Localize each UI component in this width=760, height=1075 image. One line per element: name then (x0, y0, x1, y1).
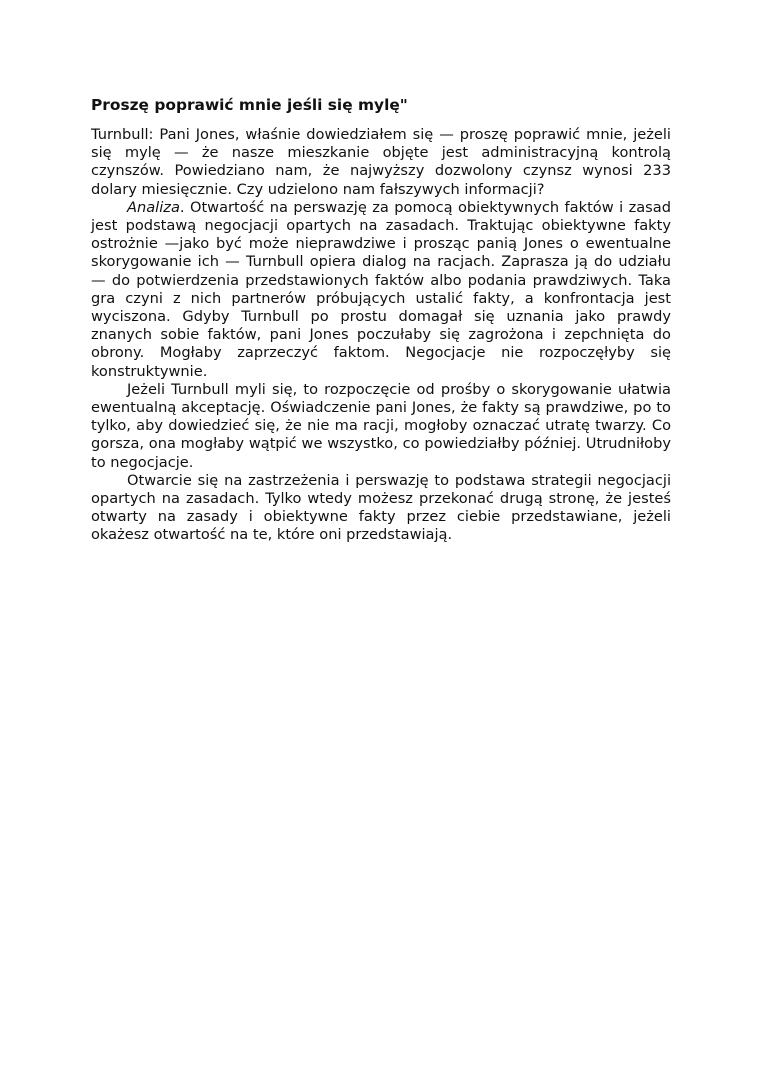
paragraph-text: Turnbull: Pani Jones, właśnie dowiedziałem się — proszę poprawić mnie, jeżeli się mylę — że nasze mieszkanie objęte jest administracyjną kontrolą czynszów. Powiedziano nam, że najwyższy dozwolony czynsz wynosi 233 dolary miesięcznie. Czy udzielono nam fałszywych informacji? (91, 126, 671, 198)
analysis-label: Analiza (127, 198, 180, 216)
paragraph-analysis (91, 199, 671, 381)
paragraph-conclusion (91, 472, 671, 545)
paragraph-text: . Otwartość na perswazję za pomocą obiektywnych faktów i zasad jest podstawą negocjacji opartych na zasadach. Traktując obiektywne fakty ostrożnie —jako być może nieprawdziwe i prosząc panią Jones o ewentualne skorygowanie ich — Turnbull opiera dialog na racjach. Zaprasza ją do udziału — do potwierdzenia przedstawionych faktów albo podania prawdziwych. Taka gra czyni z nich partnerów próbujących ustalić fakty, a konfrontacja jest wyciszona. Gdyby Turnbull po prostu domagał się uznania jako prawdy znanych sobie faktów, pani Jones poczułaby się zagrożona i zepchnięta do obrony. Mogłaby zaprzeczyć faktom. Negocjacje nie rozpoczęłyby się konstruktywnie. (91, 198, 671, 380)
paragraph-text: Jeżeli Turnbull myli się, to rozpoczęcie od prośby o skorygowanie ułatwia ewentualną akceptację. Oświadczenie pani Jones, że fakty są prawdziwe, po to tylko, aby dowiedzieć się, że nie ma racji, mogłoby oznaczać utratę twarzy. Co gorsza, ona mogłaby wątpić we wszystko, co powiedziałby później. Utrudniłoby to negocjacje. (91, 380, 671, 471)
paragraph-text: Otwarcie się na zastrzeżenia i perswazję to podstawa strategii negocjacji opartych na zasadach. Tylko wtedy możesz przekonać drugą stronę, że jesteś otwarty na zasady i obiektywne fakty przez ciebie przedstawiane, jeżeli okażesz otwartość na te, które oni przedstawiają. (91, 471, 671, 544)
paragraph-dialogue (91, 126, 671, 199)
document-page (91, 96, 671, 545)
paragraph-correction (91, 381, 671, 472)
document-title: Proszę poprawić mnie jeśli się mylę" (91, 96, 408, 114)
